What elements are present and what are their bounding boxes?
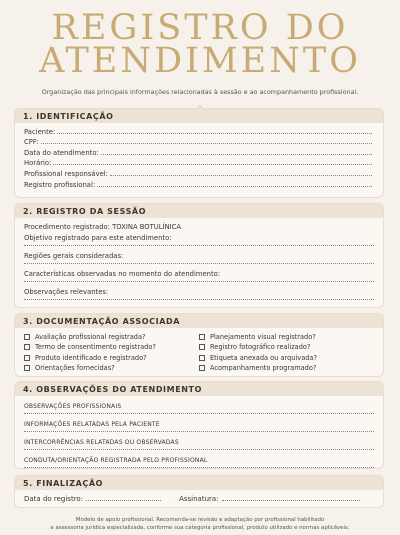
observation-input-line[interactable]	[24, 411, 374, 414]
section-session	[14, 203, 384, 308]
signature-label: Assinatura:	[179, 495, 219, 503]
observation-heading: CONDUTA/ORIENTAÇÃO REGISTRADA PELO PROFISSIONAL	[24, 457, 208, 464]
section-finalization	[14, 475, 384, 508]
signature-input-line[interactable]	[222, 495, 360, 501]
observation-heading: INTERCORRÊNCIAS RELATADAS OU OBSERVADAS	[24, 439, 179, 446]
checklist-item[interactable]: Termo de consentimento registrado?	[24, 342, 199, 352]
observation-heading: OBSERVAÇÕES PROFISSIONAIS	[24, 403, 122, 410]
procedure-line: Procedimento registrado: TOXINA BOTULÍNICA	[24, 223, 182, 231]
characteristics-label: Características observadas no momento do atendimento:	[24, 270, 221, 278]
section-title: 1. IDENTIFICAÇÃO	[15, 109, 383, 123]
date-input-line[interactable]	[86, 495, 161, 501]
date-field[interactable]: Data do atendimento:	[24, 147, 374, 158]
footer-note	[0, 516, 400, 532]
objective-label: Objetivo registrado para este atendimento:	[24, 234, 172, 242]
observation-input-line[interactable]	[24, 465, 374, 468]
checklist-item[interactable]: Etiqueta anexada ou arquivada?	[199, 353, 374, 363]
time-field[interactable]: Horário:	[24, 158, 374, 169]
objective-input-line[interactable]	[24, 243, 374, 246]
checklist-item[interactable]: Avaliação profissional registrada?	[24, 332, 199, 342]
cpf-field[interactable]: CPF:	[24, 137, 374, 148]
section-documentation	[14, 313, 384, 377]
page-title-line2: ATENDIMENTO	[39, 41, 361, 81]
section-observations	[14, 381, 384, 469]
section-title: 2. REGISTRO DA SESSÃO	[15, 204, 383, 218]
footer-line2: e assessoria jurídica especializada, conforme sua categoria profissional, produto utilizado e normas aplicáveis.	[50, 525, 350, 531]
observation-heading: INFORMAÇÕES RELATADAS PELA PACIENTE	[24, 421, 160, 428]
checklist-item[interactable]: Orientações fornecidas?	[24, 363, 199, 373]
professional-field[interactable]: Profissional responsável:	[24, 168, 374, 179]
notes-input-line[interactable]	[24, 297, 374, 300]
section-title: 4. OBSERVAÇÕES DO ATENDIMENTO	[15, 382, 383, 396]
procedure-value: TOXINA BOTULÍNICA	[112, 223, 182, 231]
section-identification	[14, 108, 384, 198]
checkbox[interactable]	[24, 365, 30, 371]
observation-input-line[interactable]	[24, 447, 374, 450]
patient-field[interactable]: Paciente:	[24, 126, 374, 137]
date-label: Data do registro:	[24, 495, 84, 503]
section-title: 3. DOCUMENTAÇÃO ASSOCIADA	[15, 314, 383, 328]
page-subtitle: Organização das principais informações relacionadas à sessão e ao acompanhamento profissional.	[41, 88, 359, 96]
checkbox[interactable]	[24, 355, 30, 361]
checkbox[interactable]	[24, 344, 30, 350]
registration-field[interactable]: Registro profissional:	[24, 179, 374, 190]
section-title: 5. FINALIZAÇÃO	[15, 476, 383, 490]
checklist-item[interactable]: Planejamento visual registrado?	[199, 332, 374, 342]
checklist-item[interactable]: Acompanhamento programado?	[199, 363, 374, 373]
checklist-item[interactable]: Produto identificado e registrado?	[24, 353, 199, 363]
page-title-line1: REGISTRO DO	[51, 8, 349, 48]
characteristics-input-line[interactable]	[24, 279, 374, 282]
regions-label: Regiões gerais consideradas:	[24, 252, 124, 260]
regions-input-line[interactable]	[24, 261, 374, 264]
checkbox[interactable]	[199, 355, 205, 361]
footer-line1: Modelo de apoio profissional. Recomenda-se revisão e adaptação por profissional habilitado	[75, 517, 325, 523]
checkbox[interactable]	[199, 365, 205, 371]
checkbox[interactable]	[199, 334, 205, 340]
notes-label: Observações relevantes:	[24, 288, 109, 296]
checkbox[interactable]	[24, 334, 30, 340]
observation-input-line[interactable]	[24, 429, 374, 432]
checklist-item[interactable]: Registro fotográfico realizado?	[199, 342, 374, 352]
checkbox[interactable]	[199, 344, 205, 350]
